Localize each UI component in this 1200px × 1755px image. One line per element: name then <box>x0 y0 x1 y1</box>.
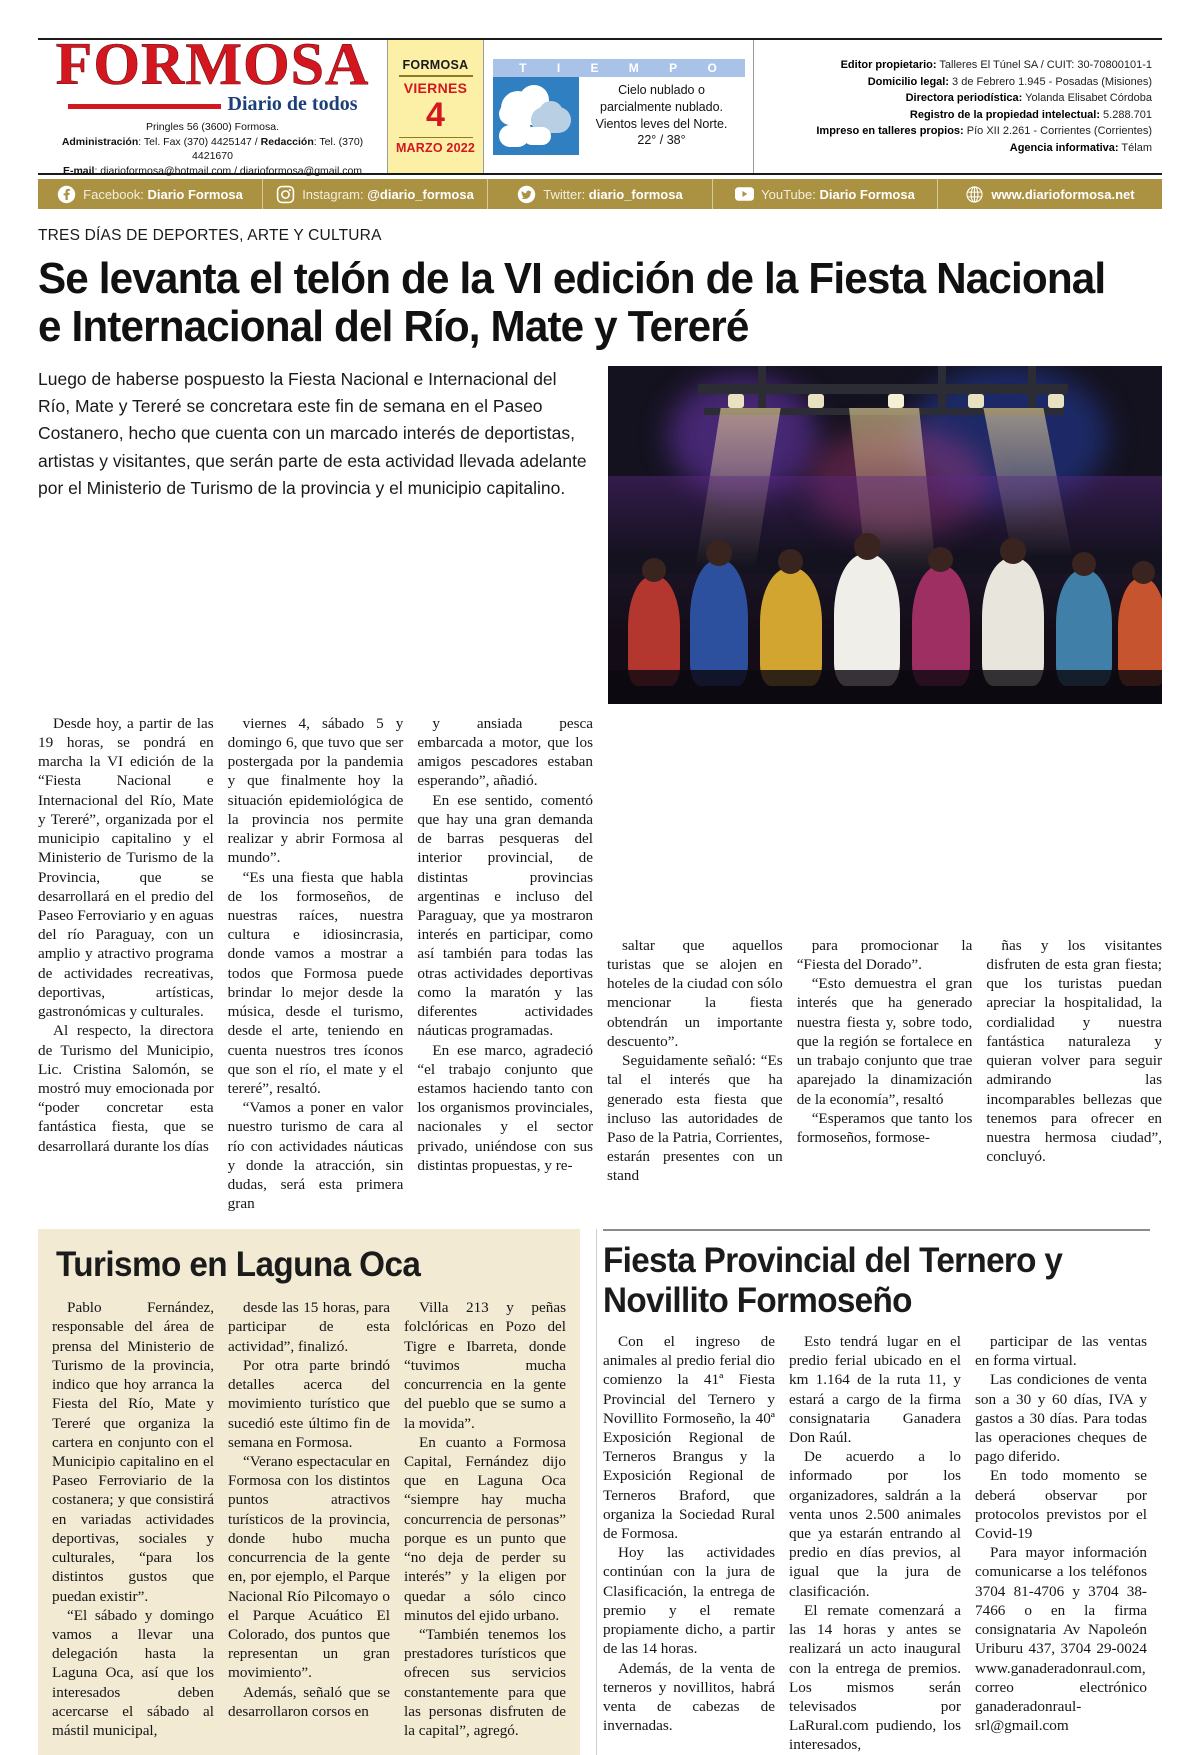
instagram-handle: @diario_formosa <box>367 186 474 202</box>
paragraph: Seguidamente señaló: “Es tal el interés que ha generado esta fiesta que incluso las autoridades de Paso de la Patria, Corrientes, estarán presentes con un stand <box>607 1052 783 1185</box>
social-link-website[interactable] <box>938 179 1162 209</box>
paragraph: De acuerdo a lo informado por los organizadores, saldrán a la venta unos 2.500 animales que ya estarán entrando al predio en días previos, al igual que la jura de clasificación. <box>789 1448 961 1600</box>
legal-value: Yolanda Elisabet Córdoba <box>1022 92 1152 104</box>
social-link-facebook[interactable] <box>38 179 263 209</box>
paragraph: “Vamos a poner en valor nuestro turismo de cara al río con actividades náuticas y donde la atracción, sin dudas, será esta primera gran <box>227 1099 404 1213</box>
email-value: : diarioformosa@hotmail.com / diarioformosa@gmail.com <box>94 164 363 177</box>
legal-info <box>754 40 1162 173</box>
legal-row <box>841 57 1152 74</box>
masthead <box>38 30 1162 177</box>
social-link-youtube[interactable] <box>713 179 938 209</box>
paragraph: Al respecto, la directora de Turismo del Municipio, Lic. Cristina Salomón, se mostró muy emocionada por “poder concretar esta fantástica fiesta, que se desarrollará durante los días <box>38 1022 214 1155</box>
date-divider <box>399 137 473 139</box>
brand-rule-row <box>68 93 358 116</box>
paragraph: Con el ingreso de animales al predio ferial dio comienzo la 41ª Fiesta Provincial del Ternero y Novillito Formoseño, la 40ª Exposición Regional de Terneros Brangus y la Exposición Regional de Terneros Braford, que organiza la Sociedad Rural de Formosa. <box>603 1332 775 1543</box>
facebook-handle: Diario Formosa <box>147 186 243 202</box>
legal-label: Registro de la propiedad intelectual: <box>909 108 1100 121</box>
photo-spacer <box>797 714 973 936</box>
youtube-handle: Diario Formosa <box>819 186 915 202</box>
body-column-1 <box>38 714 214 1214</box>
brand-block <box>38 30 388 177</box>
legal-label: Agencia informativa: <box>1009 141 1119 154</box>
date-month-year: MARZO 2022 <box>395 141 476 155</box>
body-column-4 <box>607 714 783 1214</box>
paragraph: En cuanto a Formosa Capital, Fernández dijo que en Laguna Oca “siempre hay mucha concurrencia de personas” porque es un punto que “no deja de perder su interés” y la eligen por quedar a sólo cinco minutos del ejido urbano. <box>404 1433 566 1624</box>
body-column-6 <box>986 714 1162 1214</box>
globe-icon <box>965 185 984 204</box>
redaccion-label: Redacción <box>260 135 314 148</box>
article-laguna-oca <box>38 1229 580 1754</box>
social-link-instagram[interactable] <box>263 179 488 209</box>
admin-value: : Tel. Fax (370) 4425147 / <box>138 135 261 148</box>
paragraph: Pablo Fernández, responsable del área de prensa del Ministerio de Turismo de la provincia, indico que hoy arranca la Fiesta del Río, Mate y Tereré que organiza la cartera en conjunto con el Municipio capitalino en el Paseo Ferroviario de la costanera; y que consistirá en variadas actividades deportivas, sociales y culturales, “para los distintos gustos que puedan existir”. <box>52 1299 214 1605</box>
legal-row <box>906 90 1152 107</box>
date-divider <box>399 75 473 77</box>
ternero-title: Fiesta Provincial del Ternero y Novillito Formoseño <box>603 1241 1063 1320</box>
paragraph: “Verano espectacular en Formosa con los distintos puntos atractivos turísticos de la provincia, donde hubo mucha concurrencia de la gente en, por ejemplo, el Parque Nacional Río Pilcomayo o el Parque Acuático El Colorado, dos puntos que representan un gran movimiento”. <box>228 1452 390 1682</box>
paragraph: Para mayor información comunicarse a los teléfonos 3704 81-4706 y 3704 38-7466 o en la firma consignataria Av Napoleón Uriburu 437, 3704 29-0024 www.ganaderadonraul.com, correo electrónico ganaderadonraul-srl@gmail.com <box>975 1544 1147 1735</box>
weather-line-2: parcialmente nublado. <box>600 99 723 114</box>
laguna-column-3 <box>404 1298 566 1740</box>
article-kicker: TRES DÍAS DE DEPORTES, ARTE Y CULTURA <box>38 227 382 244</box>
laguna-oca-title: Turismo en Laguna Oca <box>56 1245 421 1285</box>
paragraph: “Esto demuestra el gran interés que ha generado nuestra fiesta y, sobre todo, que la región se fortalece en un trabajo conjunto que trae aparejado la dinamización de la economía”, resaltó <box>796 975 973 1108</box>
paragraph: En ese marco, agradeció “el trabajo conjunto que estamos haciendo tanto con los organismos provinciales, nacionales y el sector privado, uniéndose con sus distintas propuestas, y re- <box>417 1041 594 1174</box>
article-lead: Luego de haberse pospuesto la Fiesta Nacional e Internacional del Río, Mate y Tereré se concretara este fin de semana en el Paseo Costanero, hecho que cuenta con un marcado interés de deportistas, artistas y visitantes, que serán parte de esta actividad llevada adelante por el Ministerio de Turismo de la provincia y el municipio capitalino. <box>38 368 587 498</box>
legal-value: Pío XII 2.261 - Corrientes (Corrientes) <box>963 125 1152 137</box>
paragraph: “También tenemos los prestadores turísticos que ofrecen sus servicios constantemente para que las personas disfruten de la capital”, agregó. <box>404 1625 566 1740</box>
weather-letter: E <box>590 60 600 75</box>
paragraph: Villa 213 y peñas folclóricas en Pozo del Tigre e Ibarreta, donde “tuvimos mucha concurrencia en la gente del pueblo que se sumo a la movida”. <box>404 1299 566 1432</box>
newspaper-front-page <box>0 30 1200 1754</box>
brand-underline <box>68 104 221 109</box>
legal-value: Talleres El Túnel SA / CUIT: 30-70800101-1 <box>936 59 1152 71</box>
email-label: E-mail <box>62 164 95 177</box>
paragraph: ñas y los visitantes disfruten de esta gran fiesta; que los turistas puedan apreciar la hospitalidad, la cordialidad y nuestra fantástica naturaleza y quieran volver para seguir admirando las incomparables bellezas que tenemos para ofrecer en nuestra hermosa ciudad”, concluyó. <box>986 936 1163 1166</box>
twitter-icon <box>517 185 536 204</box>
weather-line-3: Vientos leves del Norte. <box>595 116 728 131</box>
paragraph: participar de las ventas en forma virtual. <box>975 1332 1147 1370</box>
concert-stage-photo <box>608 366 1162 704</box>
photo-spacer <box>607 714 783 936</box>
paragraph: Por otra parte brindó detalles acerca del movimiento turístico que sucedió este último fin de semana en Formosa. <box>228 1356 390 1451</box>
redaccion-value: : Tel. (370) 4421670 <box>192 135 364 163</box>
cloudy-icon <box>493 77 579 155</box>
laguna-column-1 <box>52 1298 214 1740</box>
date-city: FORMOSA <box>402 58 469 72</box>
weather-temperatures: 22° / 38° <box>637 133 686 148</box>
paragraph: “Es una fiesta que habla de los formoseños, de nuestras raíces, nuestra cultura e idiosincrasia, donde vamos a mostrar a todos que Formosa puede brindar lo mejor desde la música, desde el turismo, desde el arte, teniendo en cuenta nuestros tres íconos que son el río, el mate y el tereré”, resaltó. <box>227 868 404 1097</box>
paragraph: Hoy las actividades continúan con la jura de Clasificación, la entrega de premio y el remate propiamente dicho, a partir de las 14 horas. <box>603 1544 775 1658</box>
instagram-label: Instagram: @diario_formosa <box>302 186 474 202</box>
weather-title-bar <box>493 59 745 77</box>
section-divider-rule <box>603 1229 1150 1231</box>
legal-value: 5.288.701 <box>1100 108 1152 121</box>
brand-tagline: Diario de todos <box>227 93 358 116</box>
paragraph: desde las 15 horas, para participar de esta actividad”, finalizó. <box>228 1299 390 1355</box>
twitter-handle: diario_formosa <box>588 186 683 202</box>
legal-row <box>868 74 1152 91</box>
paragraph: “El sábado y domingo vamos a llevar una delegación hasta la Laguna Oca, así que los interesados deben acercarse el sábado al mástil municipal, <box>52 1606 214 1740</box>
legal-label: Directora periodística: <box>905 92 1023 104</box>
brand-email-line <box>46 164 379 178</box>
paragraph: En todo momento se deberá observar por protocolos previstos por el Covid-19 <box>975 1467 1147 1543</box>
paragraph: y ansiada pesca embarcada a motor, que los amigos pescadores estaban esperando”, añadió. <box>417 714 594 790</box>
paragraph: saltar que aquellos turistas que se alojen en hoteles de la ciudad con sólo mencionar la fiesta obtendrán un importante descuento”. <box>607 936 783 1050</box>
legal-row <box>816 123 1152 140</box>
body-column-2 <box>228 714 404 1214</box>
facebook-label: Facebook: Diario Formosa <box>83 186 243 202</box>
weather-description <box>579 77 745 155</box>
photo-spacer <box>986 714 1162 936</box>
brand-address: Pringles 56 (3600) Formosa. <box>145 121 280 134</box>
admin-label: Administración <box>61 135 139 148</box>
brand-contact-lines <box>46 120 379 178</box>
weather-letter: P <box>669 60 679 75</box>
paragraph: Esto tendrá lugar en el predio ferial ubicado en el km 1.164 de la ruta 11, y estará a cargo de la firma consignataria Ganadera Don Raúl. <box>789 1332 961 1446</box>
paragraph: Además, de la venta de terneros y novillitos, habrá venta de cabezas de invernadas. <box>603 1659 775 1735</box>
legal-row <box>1010 140 1152 157</box>
ternero-column-2 <box>789 1332 961 1755</box>
secondary-articles <box>38 1229 1162 1754</box>
legal-label: Domicilio legal: <box>867 75 949 88</box>
weather-letter: M <box>628 60 640 75</box>
paragraph: El remate comenzará a las 14 horas y antes se realizará un acto inaugural con la entrega de premios. Los mismos serán televisados por LaRural.com pudiendo, los interesados, <box>789 1601 961 1754</box>
paragraph: Desde hoy, a partir de las 19 horas, se pondrá en marcha la VI edición de la “Fiesta Nacional e Internacional del Río, Mate y Tereré”, organizada por el municipio capitalino y el Ministerio de Turismo de la Provincia, que se desarrollará en el predio del Paseo Ferroviario y en aguas del río Paraguay, con un amplio y atractivo programa de actividades recreativas, deportivas, artísticas, gastronómicas y culturales. <box>38 714 214 1021</box>
page-title: Se levanta el telón de la VI edición de la Fiesta Nacional e Internacional del Río, Mate y Tereré <box>38 254 1106 352</box>
legal-value: Télam <box>1118 141 1152 154</box>
twitter-label: Twitter: diario_formosa <box>543 186 683 202</box>
weather-letter: T <box>519 60 528 75</box>
weather-line-1: Cielo nublado o <box>618 82 705 97</box>
legal-value: 3 de Febrero 1.945 - Posadas (Misiones) <box>949 75 1152 88</box>
website-handle: www.diarioformosa.net <box>991 186 1135 202</box>
social-link-twitter[interactable] <box>488 179 713 209</box>
weather-letter: I <box>556 60 562 75</box>
facebook-icon <box>57 185 76 204</box>
instagram-icon <box>276 185 295 204</box>
ternero-column-3 <box>975 1332 1147 1755</box>
social-media-bar <box>38 179 1162 209</box>
legal-row <box>910 107 1152 124</box>
brand-admin-line <box>46 135 379 164</box>
paragraph: Las condiciones de venta son a 30 y 60 días, IVA y gastos a 30 días. Para todas las operaciones cheques de pago diferido. <box>975 1371 1147 1466</box>
brand-title: FORMOSA <box>55 30 370 97</box>
article-ternero <box>596 1229 1150 1754</box>
date-weekday: VIERNES <box>403 79 468 96</box>
article-body-columns <box>38 714 1162 1214</box>
paragraph: “Esperamos que tanto los formoseños, formose- <box>796 1109 973 1146</box>
paragraph: Además, señaló que se desarrollaron corsos en <box>228 1683 390 1720</box>
paragraph: viernes 4, sábado 5 y domingo 6, que tuvo que ser postergada por la pandemia y que finalmente hoy la situación epidemiológica de la provincia nos permite realizar y abrir Formosa al mundo”. <box>227 714 404 867</box>
date-box <box>388 40 484 173</box>
laguna-column-2 <box>228 1298 390 1740</box>
legal-label: Impreso en talleres propios: <box>816 125 964 137</box>
paragraph: para promocionar la “Fiesta del Dorado”. <box>796 936 973 973</box>
body-column-5 <box>797 714 973 1214</box>
paragraph: En ese sentido, comentó que hay una gran demanda de barras pesqueras del interior provincial, de distintas provincias argentinas e incluso del Paraguay, que ya mostraron interés en participar, como así también para todas las otras actividades deportivas como la maratón y las diferentes actividades náuticas programadas. <box>417 791 594 1040</box>
youtube-label: YouTube: Diario Formosa <box>761 186 915 202</box>
body-column-3 <box>417 714 593 1214</box>
weather-widget <box>484 40 754 173</box>
youtube-icon <box>735 185 754 204</box>
legal-label: Editor propietario: <box>840 59 937 71</box>
weather-letter: O <box>707 60 718 75</box>
website-label <box>991 187 1134 202</box>
date-day: 4 <box>426 95 445 134</box>
ternero-column-1 <box>603 1332 775 1755</box>
